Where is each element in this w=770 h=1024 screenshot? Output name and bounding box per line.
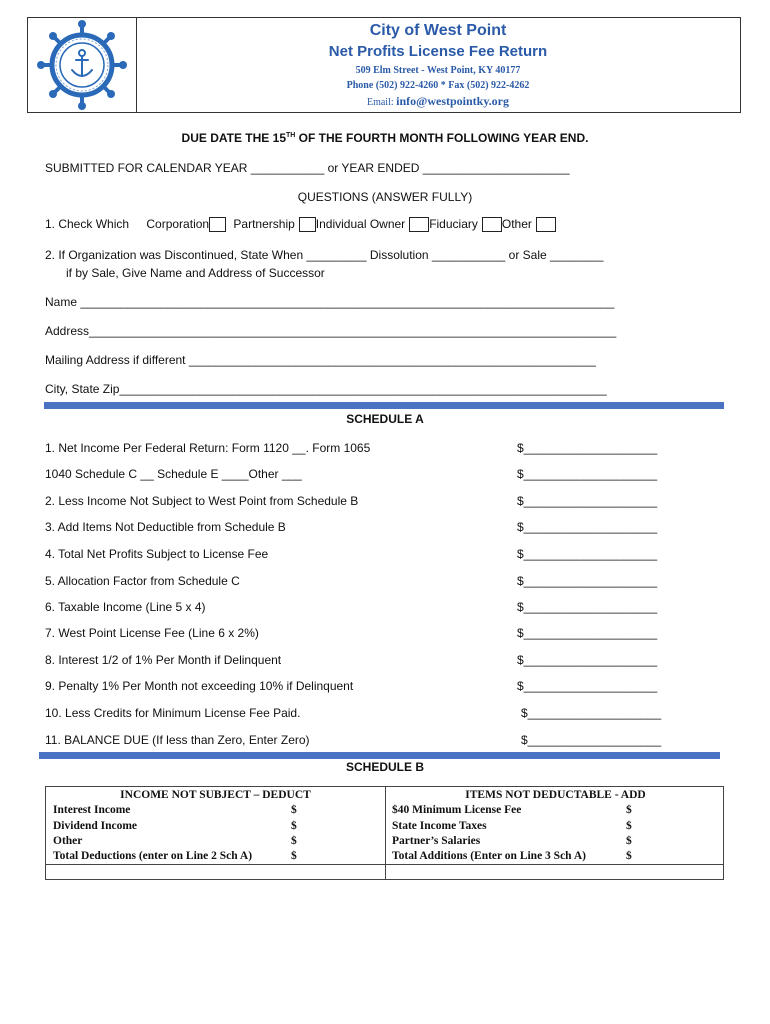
form-title: Net Profits License Fee Return (328, 43, 548, 60)
schedule-a-amount-field[interactable]: $____________________ (517, 520, 658, 534)
deduct-row-label: Interest Income (53, 804, 131, 816)
individual-owner-checkbox[interactable] (409, 217, 429, 232)
schedule-a-amount-field[interactable]: $____________________ (517, 600, 658, 614)
submitted-label: SUBMITTED FOR CALENDAR YEAR (45, 161, 248, 175)
schedule-a-line-label: 5. Allocation Factor from Schedule C (45, 574, 240, 588)
schedule-a-line-label: 4. Total Net Profits Subject to License Fee (45, 547, 269, 561)
fiduciary-checkbox[interactable] (482, 217, 502, 232)
section-divider (44, 402, 724, 409)
schedule-a-title: SCHEDULE A (346, 412, 424, 426)
schedule-a-amount-field[interactable]: $____________________ (517, 547, 658, 561)
schedule-a-amount-field[interactable]: $____________________ (517, 467, 658, 481)
mailing-address-field[interactable]: Mailing Address if different _____________________________________________________________ (45, 353, 596, 367)
schedule-b-title: SCHEDULE B (345, 760, 424, 774)
add-row-label: State Income Taxes (392, 820, 487, 832)
add-row-amount[interactable]: $ (626, 850, 632, 862)
corporation-checkbox[interactable] (209, 217, 226, 232)
ship-wheel-icon (28, 18, 136, 112)
schedule-a-line-label: 2. Less Income Not Subject to West Point from Schedule B (45, 494, 359, 508)
deduct-row-label: Other (53, 835, 83, 847)
letterhead (27, 17, 741, 113)
questions-heading: QUESTIONS (ANSWER FULLY) (297, 190, 473, 204)
schedule-a-line-label: 3. Add Items Not Deductible from Schedule B (45, 520, 286, 534)
deduct-heading: INCOME NOT SUBJECT – DEDUCT (120, 789, 311, 801)
email-line (136, 94, 740, 109)
city-name: City of West Point (369, 22, 507, 39)
schedule-a-amount-field[interactable]: $____________________ (517, 626, 658, 640)
schedule-a-line-label: 7. West Point License Fee (Line 6 x 2%) (45, 626, 259, 640)
deduct-row-amount[interactable]: $ (291, 820, 297, 832)
add-heading: ITEMS NOT DEDUCTABLE - ADD (465, 789, 646, 801)
due-date-sup: TH (286, 132, 296, 139)
add-row-label: Partner’s Salaries (392, 835, 481, 847)
q1-label: 1. Check Which (45, 217, 130, 231)
schedule-a-amount-field[interactable]: $____________________ (517, 653, 658, 667)
schedule-a-line-label: 6. Taxable Income (Line 5 x 4) (45, 600, 206, 614)
table-row-divider (46, 864, 724, 865)
option-corporation-label: Corporation (146, 217, 210, 231)
add-row-amount[interactable]: $ (626, 820, 632, 832)
balance-due-field[interactable]: $____________________ (521, 733, 662, 747)
add-row-amount[interactable]: $ (626, 804, 632, 816)
entity-type-question (45, 217, 556, 232)
due-date-prefix: DUE DATE THE 15 (181, 131, 286, 145)
successor-note: if by Sale, Give Name and Address of Successor (66, 266, 325, 280)
discontinued-question[interactable]: 2. If Organization was Discontinued, State When _________ Dissolution ___________ or Sale ________ (45, 248, 604, 262)
city-address: 509 Elm Street - West Point, KY 40177 (355, 65, 521, 76)
deduct-row-amount[interactable]: $ (291, 804, 297, 816)
option-individual-label: Individual Owner (315, 217, 406, 231)
add-row-label: $40 Minimum License Fee (392, 804, 522, 816)
partnership-checkbox[interactable] (299, 217, 316, 232)
schedule-a-amount-field[interactable]: $____________________ (517, 494, 658, 508)
email-address[interactable]: info@westpointky.org (396, 94, 509, 108)
name-field[interactable]: Name ________________________________________________________________________________ (45, 295, 615, 309)
schedule-a-line-label: 1. Net Income Per Federal Return: Form 1120 __. Form 1065 (45, 441, 371, 455)
section-divider (39, 752, 720, 759)
option-fiduciary-label: Fiduciary (429, 217, 478, 231)
submitted-line (45, 161, 570, 175)
option-other-label: Other (501, 217, 532, 231)
email-label: Email: (366, 97, 394, 108)
schedule-a-line-label: 8. Interest 1/2 of 1% Per Month if Delinquent (45, 653, 282, 667)
add-row-amount[interactable]: $ (626, 835, 632, 847)
due-date-notice (0, 131, 770, 145)
schedule-a-amount-field[interactable]: $____________________ (517, 441, 658, 455)
phone-fax: Phone (502) 922-4260 * Fax (502) 922-4262 (346, 80, 530, 91)
year-ended-label: or YEAR ENDED (327, 161, 420, 175)
deduct-row-amount[interactable]: $ (291, 835, 297, 847)
city-seal-logo (28, 18, 137, 112)
schedule-a-amount-field[interactable]: $____________________ (517, 574, 658, 588)
calendar-year-field[interactable]: ___________ (250, 161, 325, 175)
option-partnership-label: Partnership (233, 217, 295, 231)
deduct-row-label: Dividend Income (53, 820, 138, 832)
schedule-a-line-label: 11. BALANCE DUE (If less than Zero, Enter Zero) (45, 733, 310, 747)
add-row-label: Total Additions (Enter on Line 3 Sch A) (392, 850, 586, 862)
schedule-a-amount-field[interactable]: $____________________ (517, 679, 658, 693)
city-state-zip-field[interactable]: City, State Zip_________________________________________________________________________ (45, 382, 607, 396)
schedule-a-amount-field[interactable]: $____________________ (521, 706, 662, 720)
deduct-row-amount[interactable]: $ (291, 850, 297, 862)
deduct-row-label: Total Deductions (enter on Line 2 Sch A) (53, 850, 253, 862)
schedule-a-line-label: 9. Penalty 1% Per Month not exceeding 10% if Delinquent (45, 679, 354, 693)
other-checkbox[interactable] (536, 217, 556, 232)
schedule-a-line-label: 10. Less Credits for Minimum License Fee Paid. (45, 706, 301, 720)
due-date-suffix: OF THE FOURTH MONTH FOLLOWING YEAR END. (295, 131, 589, 145)
year-ended-field[interactable]: ______________________ (422, 161, 570, 175)
schedule-b-table (45, 786, 724, 880)
schedule-a-line-label: 1040 Schedule C __ Schedule E ____Other ___ (45, 467, 302, 481)
address-field[interactable]: Address_______________________________________________________________________________ (45, 324, 617, 338)
